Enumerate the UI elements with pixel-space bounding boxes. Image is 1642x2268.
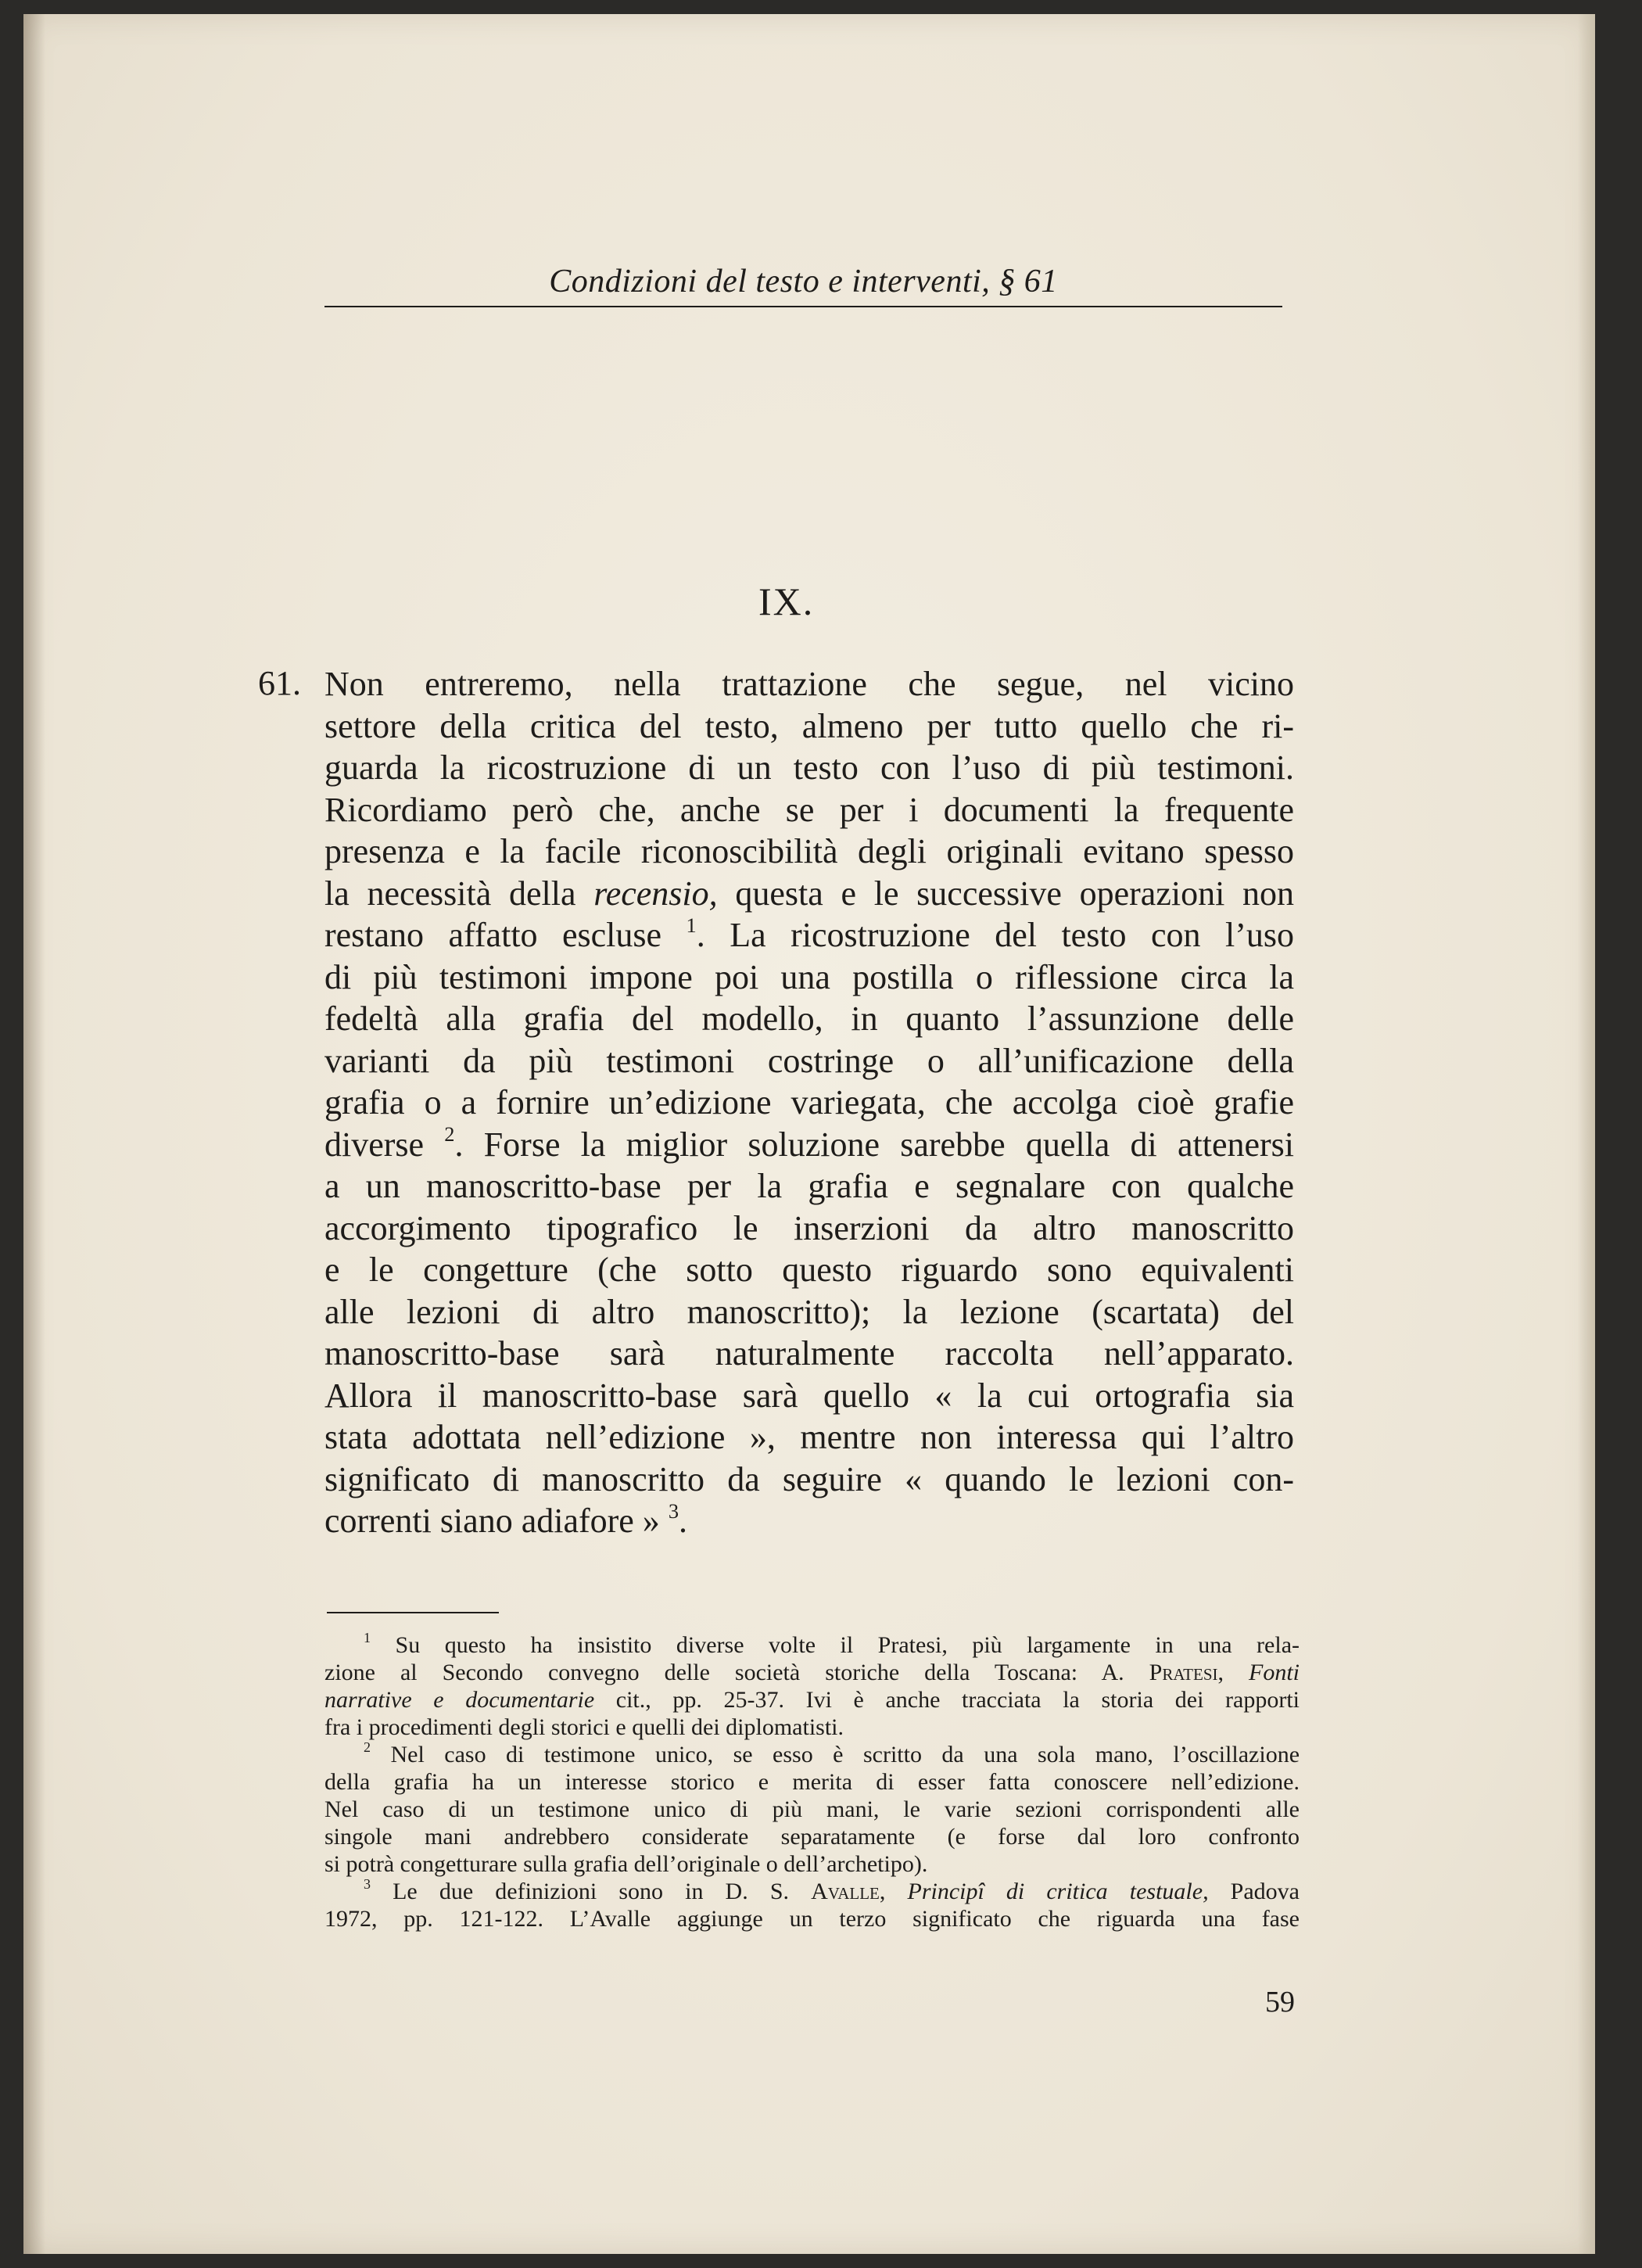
footnotes (324, 1631, 1300, 1932)
body-line: e le congetture (che sotto questo riguardo sono equivalenti (324, 1251, 1294, 1289)
body-line: grafia o a fornire un’edizione variegata, che accolga cioè grafie (324, 1083, 1294, 1121)
body-text-run: diverse (324, 1125, 445, 1164)
footnote-text: Su questo ha insistito diverse volte il Pratesi, più largamente in una rela- (395, 1632, 1300, 1658)
footnote-3-line (324, 1878, 1300, 1905)
footnote-ref: 1 (686, 913, 697, 937)
body-line: significato di manoscritto da seguire « quando le lezioni con- (324, 1459, 1294, 1498)
footnote-text: zione al Secondo convegno delle società storiche della Toscana: A. (324, 1660, 1149, 1685)
footnote-title-italic: Principî di critica testuale, (885, 1879, 1209, 1904)
body-line: manoscritto-base sarà naturalmente raccolta nell’apparato. (324, 1334, 1294, 1373)
body-text-run: . La ricostruzione del testo con l’uso (696, 916, 1294, 954)
body-line: fedeltà alla grafia del modello, in quanto l’assunzione delle (324, 999, 1294, 1038)
main-paragraph (324, 663, 1294, 1542)
footnote-text: Nel caso di testimone unico, se esso è scritto da una sola mano, l’oscillazione (390, 1742, 1300, 1767)
spine-shadow (23, 14, 45, 2254)
body-line (324, 1500, 1294, 1542)
body-line: di più testimoni impone poi una postilla o riflessione circa la (324, 957, 1294, 996)
body-line: Ricordiamo però che, anche se per i documenti la frequente (324, 790, 1294, 829)
body-line: Non entreremo, nella trattazione che segue, nel vicino (324, 665, 1294, 703)
footnote-marker: 3 (364, 1876, 371, 1893)
footnote-rule (327, 1612, 499, 1613)
body-text-run: correnti siano adiafore » (324, 1502, 669, 1540)
footnote-title-italic: Fonti (1224, 1660, 1300, 1685)
footnote-text: Padova (1208, 1879, 1300, 1904)
footnote-2-line: della grafia ha un interesse storico e merita di esser fatta conoscere nell’edizione. (324, 1769, 1300, 1795)
footnote-marker: 1 (364, 1630, 371, 1646)
footnote-1-line (324, 1659, 1300, 1686)
running-head-rule (324, 306, 1282, 307)
page-edge (1578, 14, 1595, 2254)
footnote-2-line (324, 1741, 1300, 1768)
author-name: Avalle, (811, 1879, 886, 1904)
body-line: varianti da più testimoni costringe o all’unificazione della (324, 1041, 1294, 1080)
body-text-run: . (679, 1502, 688, 1540)
footnote-3-line: 1972, pp. 121-122. L’Avalle aggiunge un terzo significato che riguarda una fase (324, 1906, 1300, 1932)
footnote-2-line: singole mani andrebbero considerate separatamente (e forse dal loro confronto (324, 1824, 1300, 1850)
footnote-1-line (324, 1686, 1300, 1714)
footnote-title-italic: narrative e documentarie (324, 1687, 595, 1713)
body-line: accorgimento tipografico le inserzioni da altro manoscritto (324, 1208, 1294, 1247)
author-name: Pratesi, (1149, 1660, 1224, 1685)
body-text-run: restano affatto escluse (324, 916, 687, 954)
body-text-run: questa e le successive operazioni non (717, 874, 1295, 913)
footnote-ref: 3 (668, 1498, 679, 1523)
chapter-heading: IX. (758, 580, 815, 623)
body-line (324, 873, 1294, 915)
body-line: Allora il manoscritto-base sarà quello « la cui ortografia sia (324, 1376, 1294, 1415)
body-line: presenza e la facile riconoscibilità degli originali evitano spesso (324, 832, 1294, 870)
footnote-1-line: fra i procedimenti degli storici e quelli dei diplomatisti. (324, 1714, 844, 1740)
footnote-1-line (324, 1631, 1300, 1659)
footnote-text: Le due definizioni sono in D. S. (393, 1879, 812, 1904)
footnote-text: cit., pp. 25-37. Ivi è anche tracciata la storia dei rapporti (594, 1687, 1300, 1713)
paragraph-number: 61. (258, 664, 301, 702)
body-line: alle lezioni di altro manoscritto); la lezione (scartata) del (324, 1292, 1294, 1331)
body-line: settore della critica del testo, almeno per tutto quello che ri- (324, 706, 1294, 745)
page-number: 59 (1265, 1986, 1295, 2019)
footnote-2-line: Nel caso di un testimone unico di più mani, le varie sezioni corrispondenti alle (324, 1796, 1300, 1822)
running-head: Condizioni del testo e interventi, § 61 (549, 264, 1058, 300)
body-line: stata adottata nell’edizione », mentre non interessa qui l’altro (324, 1418, 1294, 1456)
body-line: guarda la ricostruzione di un testo con l’uso di più testimoni. (324, 748, 1294, 787)
footnote-marker: 2 (364, 1739, 371, 1756)
body-line (324, 1124, 1294, 1166)
body-line: a un manoscritto-base per la grafia e segnalare con qualche (324, 1167, 1294, 1205)
body-line (324, 914, 1294, 956)
footnote-ref: 2 (444, 1122, 455, 1147)
body-text-run: . Forse la miglior soluzione sarebbe quella di attenersi (454, 1125, 1295, 1164)
book-page (23, 14, 1595, 2254)
body-text-italic: recensio, (593, 874, 718, 913)
footnote-2-line: si potrà congetturare sulla grafia dell’originale o dell’archetipo). (324, 1851, 928, 1877)
body-text-run: la necessità della (324, 874, 594, 913)
